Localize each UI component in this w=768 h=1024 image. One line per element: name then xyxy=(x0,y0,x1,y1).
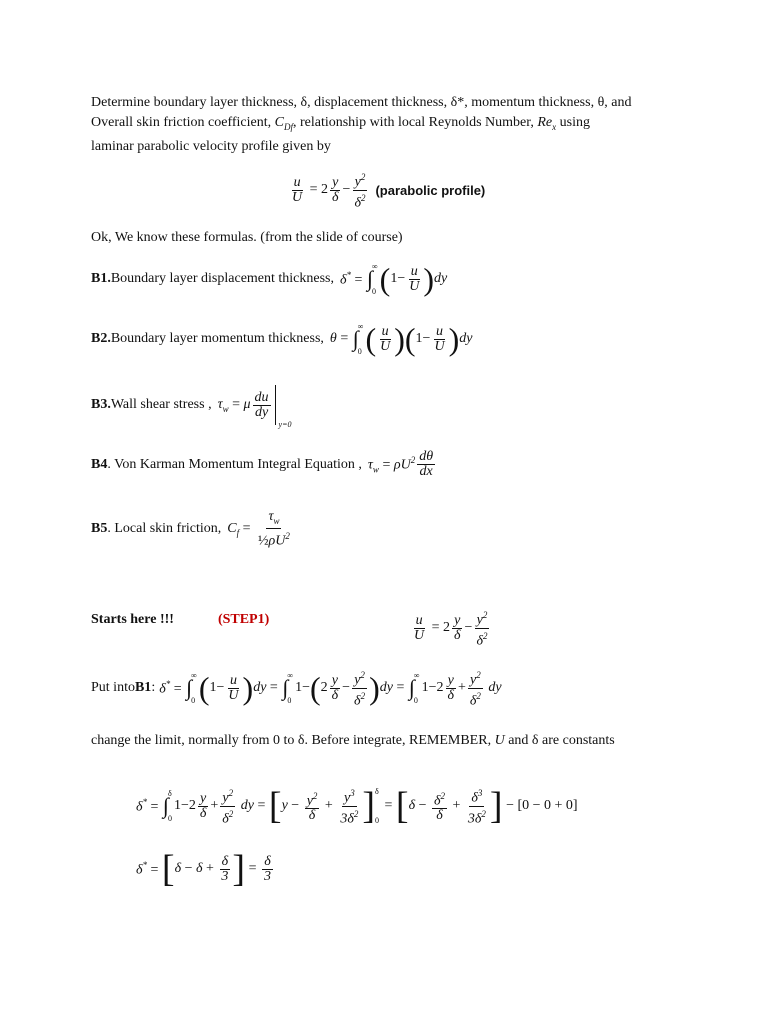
intro-line-1: Determine boundary layer thickness, δ, displacement thickness, δ*, momentum thickness, θ, and xyxy=(91,95,632,110)
integration-equation: δ* = ∫ δ 0 1−2 $\frac{y}{\delta}$ + $\frac{y^2}{\delta^2}$ dy = [ y − $\frac{y^2}{\delta}$ + $\frac{y^3}{3\delta^2}$ ] δ 0 = [ δ − $\frac{\delta^2}{\delta}$ + $\frac{\delta^3}{3\delta^2}$ ] − [0 − 0 + 0] xyxy=(136,785,578,828)
formula-b5: B5 . Local skin friction, $C_f$ = $\frac{\tau_w}{\frac{1}{2}\rho U^2}$ xyxy=(91,509,290,549)
formula-b2: B2. Boundary layer momentum thickness, θ = ∫ ∞ 0 ( $\frac{u}{U}$ ) ( 1− $\frac{u}{U}$ ) dy xyxy=(91,321,473,357)
intro-paragraph xyxy=(91,93,691,157)
put-into-b1-equation: Put into B1 : δ* = ∫ ∞ 0 ( 1− $\frac{u}{U}$ ) dy = ∫ ∞ 0 1− ( 2 $\frac{y}{\delta}$ − $\frac{y^2}{\delta^2}$ ) dy = ∫ ∞ 0 1−2 $\frac{y}{\delta}$ + $\frac{y^2}{\delta^2}$ dy xyxy=(91,670,502,709)
formula-b1: B1. Boundary layer displacement thickness, δ* = ∫ ∞ 0 ( 1− $\frac{u}{U}$ ) dy xyxy=(91,261,448,297)
intro-line-2: Overall skin friction coefficient, $C_{Df}$, relationship with local Reynolds Number, $Re_x$ using xyxy=(91,115,590,132)
parabolic-profile-equation: $\frac{u}{U}$ = 2 $\frac{y}{\delta}$ − $\frac{y^2}{\delta^2}$ (parabolic profile) xyxy=(292,172,486,211)
formulas-intro: Ok, We know these formulas. (from the slide of course) xyxy=(91,230,403,245)
profile-label: (parabolic profile) xyxy=(375,182,486,198)
intro-line-3: laminar parabolic velocity profile given by xyxy=(91,138,331,154)
change-limit-text: change the limit, normally from 0 to δ. Before integrate, REMEMBER, U and δ are constants xyxy=(91,733,615,748)
result-equation: δ* = [ δ − δ + $\frac{\delta}{3}$ ] = $\frac{\delta}{3}$ xyxy=(136,848,271,890)
step-1-profile: $\frac{u}{U}$ = 2 $\frac{y}{\delta}$ − $\frac{y^2}{\delta^2}$ xyxy=(414,610,488,649)
formula-b4: B4 . Von Karman Momentum Integral Equation , $\tau_w = \rho U^2$ $\frac{d\theta}{dx}$ xyxy=(91,449,434,479)
step-1-header: Starts here !!! (STEP1) xyxy=(91,612,270,627)
formula-b3: B3. Wall shear stress , $\tau_w = \mu$ $\frac{du}{dy}$ y=0 xyxy=(91,385,276,425)
